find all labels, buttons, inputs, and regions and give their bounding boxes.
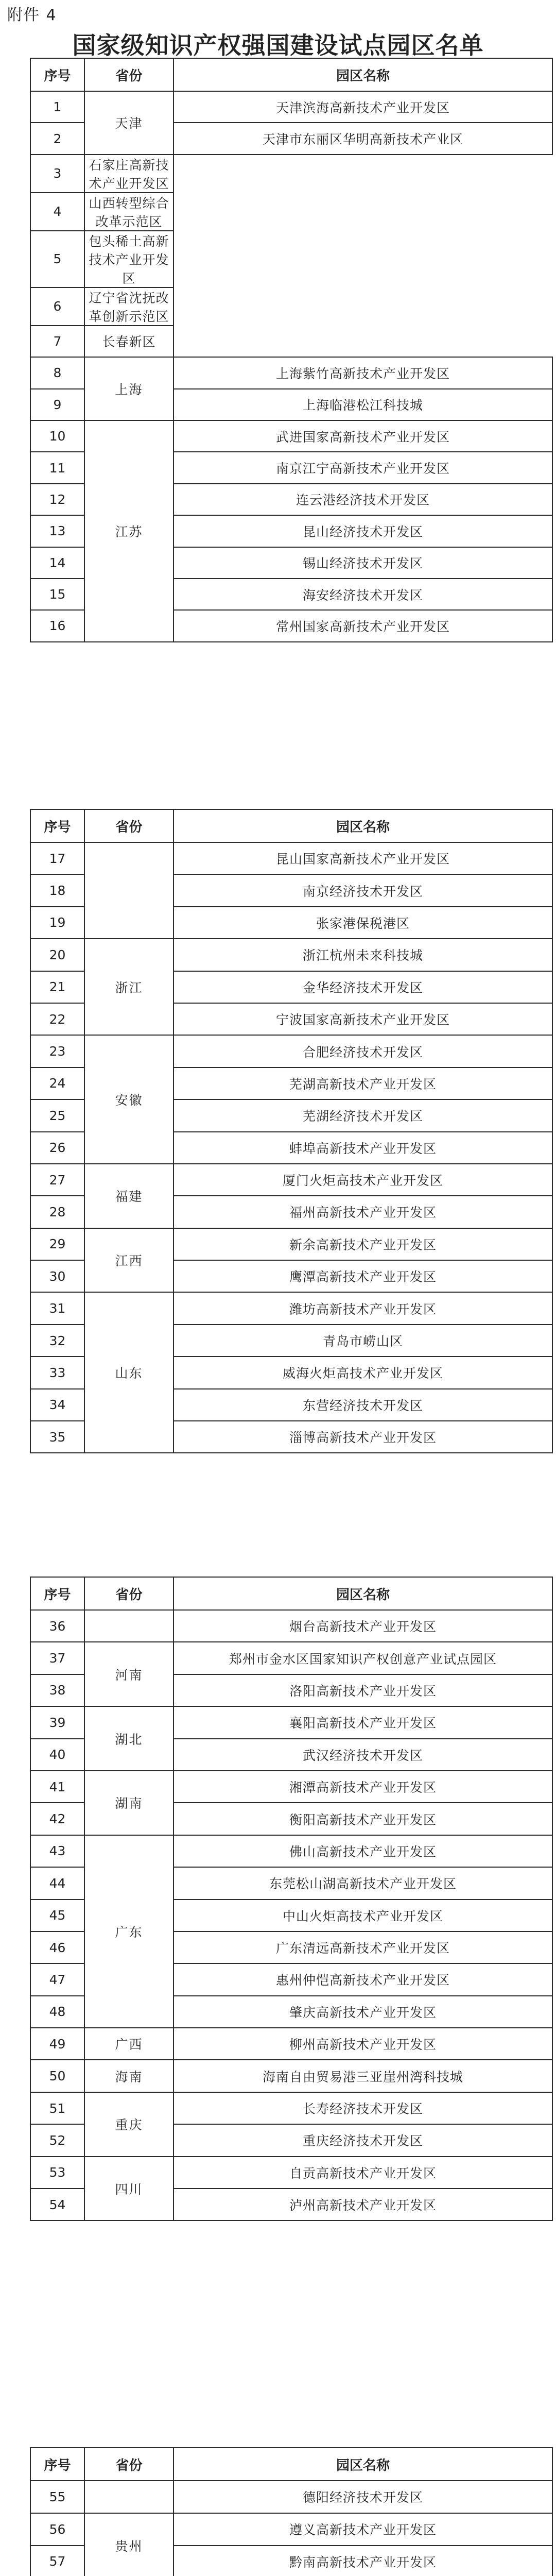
province-cell: 上海 (84, 357, 173, 420)
park-name: 黔南高新技术产业开发区 (173, 2546, 552, 2576)
table-row (30, 2060, 552, 2092)
row-number: 21 (30, 971, 84, 1003)
table-row (30, 326, 552, 357)
province-cell: 四川 (84, 2157, 173, 2221)
row-number: 51 (30, 2092, 84, 2124)
park-name: 宁波国家高新技术产业开发区 (173, 1003, 552, 1035)
table-row (30, 2028, 552, 2060)
header-park: 园区名称 (173, 809, 552, 842)
province-cell: 福建 (84, 1164, 173, 1228)
row-number: 46 (30, 1931, 84, 1963)
park-name: 洛阳高新技术产业开发区 (173, 1674, 552, 1706)
park-name: 芜湖经济技术开发区 (173, 1099, 552, 1131)
province-cell: 江苏 (84, 420, 173, 642)
row-number: 20 (30, 939, 84, 971)
park-name: 新余高新技术产业开发区 (173, 1228, 552, 1260)
park-name: 自贡高新技术产业开发区 (173, 2157, 552, 2189)
row-number: 7 (30, 326, 84, 357)
park-name: 柳州高新技术产业开发区 (173, 2028, 552, 2060)
park-name: 威海火炬高技术产业开发区 (173, 1357, 552, 1388)
park-name: 福州高新技术产业开发区 (173, 1196, 552, 1228)
park-name: 惠州仲恺高新技术产业开发区 (173, 1963, 552, 1995)
header-park: 园区名称 (173, 1577, 552, 1610)
park-name: 金华经济技术开发区 (173, 971, 552, 1003)
page-title: 国家级知识产权强国建设试点园区名单 (72, 31, 484, 59)
row-number: 13 (30, 515, 84, 547)
province-cell: 重庆 (84, 2092, 173, 2157)
park-name: 辽宁省沈抚改革创新示范区 (84, 287, 173, 326)
table-header-row (30, 58, 552, 91)
park-name: 长寿经济技术开发区 (173, 2092, 552, 2124)
park-name: 石家庄高新技术产业开发区 (84, 155, 173, 193)
row-number: 19 (30, 907, 84, 939)
row-number: 32 (30, 1325, 84, 1357)
row-number: 12 (30, 484, 84, 515)
row-number: 44 (30, 1867, 84, 1899)
park-name: 潍坊高新技术产业开发区 (173, 1292, 552, 1324)
row-number: 48 (30, 1996, 84, 2028)
province-cell: 海南 (84, 2060, 173, 2092)
table-row (30, 1164, 552, 1196)
row-number: 45 (30, 1900, 84, 1931)
row-number: 15 (30, 579, 84, 610)
park-name: 青岛市崂山区 (173, 1325, 552, 1357)
province-cell: 湖北 (84, 1706, 173, 1771)
park-name: 南京江宁高新技术产业开发区 (173, 452, 552, 483)
park-name: 上海临港松江科技城 (173, 389, 552, 420)
header-no: 序号 (30, 809, 84, 842)
table-row (30, 287, 552, 326)
row-number: 54 (30, 2189, 84, 2221)
row-number: 16 (30, 610, 84, 641)
row-number: 50 (30, 2060, 84, 2092)
header-no: 序号 (30, 2448, 84, 2481)
park-table (30, 58, 553, 642)
park-table (30, 2447, 553, 2576)
row-number: 43 (30, 1835, 84, 1867)
table-row (30, 193, 552, 231)
table-row (30, 91, 552, 123)
row-number: 26 (30, 1132, 84, 1164)
row-number: 3 (30, 155, 84, 193)
table-row (30, 420, 552, 452)
header-province: 省份 (84, 1577, 173, 1610)
row-number: 42 (30, 1803, 84, 1835)
park-name: 烟台高新技术产业开发区 (173, 1610, 552, 1642)
row-number: 2 (30, 123, 84, 154)
row-number: 14 (30, 547, 84, 579)
park-name: 襄阳高新技术产业开发区 (173, 1706, 552, 1738)
row-number: 4 (30, 193, 84, 231)
park-name: 重庆经济技术开发区 (173, 2124, 552, 2156)
row-number: 22 (30, 1003, 84, 1035)
park-name: 山西转型综合改革示范区 (84, 193, 173, 231)
park-name: 东营经济技术开发区 (173, 1389, 552, 1421)
park-name: 天津市东丽区华明高新技术产业区 (173, 123, 552, 154)
row-number: 9 (30, 389, 84, 420)
province-cell (84, 2481, 173, 2513)
park-name: 衡阳高新技术产业开发区 (173, 1803, 552, 1835)
province-cell (84, 1610, 173, 1642)
table-row (30, 1228, 552, 1260)
table-row (30, 1035, 552, 1067)
table-row (30, 1771, 552, 1803)
row-number: 25 (30, 1099, 84, 1131)
row-number: 47 (30, 1963, 84, 1995)
table-row (30, 2092, 552, 2124)
park-name: 东莞松山湖高新技术产业开发区 (173, 1867, 552, 1899)
park-name: 肇庆高新技术产业开发区 (173, 1996, 552, 2028)
row-number: 1 (30, 91, 84, 123)
row-number: 55 (30, 2481, 84, 2513)
row-number: 30 (30, 1260, 84, 1292)
row-number: 56 (30, 2513, 84, 2546)
park-name: 昆山国家高新技术产业开发区 (173, 842, 552, 874)
park-name: 中山火炬高技术产业开发区 (173, 1900, 552, 1931)
row-number: 36 (30, 1610, 84, 1642)
row-number: 10 (30, 420, 84, 452)
province-cell: 安徽 (84, 1035, 173, 1164)
park-name: 湘潭高新技术产业开发区 (173, 1771, 552, 1803)
table-row (30, 1292, 552, 1324)
park-name: 德阳经济技术开发区 (173, 2481, 552, 2513)
header-province: 省份 (84, 809, 173, 842)
row-number: 37 (30, 1642, 84, 1674)
row-number: 52 (30, 2124, 84, 2156)
row-number: 34 (30, 1389, 84, 1421)
park-name: 南京经济技术开发区 (173, 874, 552, 906)
park-table (30, 809, 553, 1453)
row-number: 23 (30, 1035, 84, 1067)
province-cell: 广西 (84, 2028, 173, 2060)
park-name: 鹰潭高新技术产业开发区 (173, 1260, 552, 1292)
park-name: 武汉经济技术开发区 (173, 1739, 552, 1771)
row-number: 24 (30, 1067, 84, 1099)
row-number: 35 (30, 1421, 84, 1453)
header-park: 园区名称 (173, 2448, 552, 2481)
attachment-label: 附件 4 (7, 6, 57, 24)
province-cell: 河南 (84, 1642, 173, 1706)
park-name: 芜湖高新技术产业开发区 (173, 1067, 552, 1099)
park-name: 长春新区 (84, 326, 173, 357)
table-row (30, 2513, 552, 2546)
table-row (30, 1642, 552, 1674)
park-name: 昆山经济技术开发区 (173, 515, 552, 547)
header-no: 序号 (30, 58, 84, 91)
park-name: 常州国家高新技术产业开发区 (173, 610, 552, 641)
row-number: 31 (30, 1292, 84, 1324)
park-table (30, 1577, 553, 2221)
row-number: 17 (30, 842, 84, 874)
park-name: 天津滨海高新技术产业开发区 (173, 91, 552, 123)
row-number: 38 (30, 1674, 84, 1706)
row-number: 18 (30, 874, 84, 906)
park-name: 郑州市金水区国家知识产权创意产业试点园区 (173, 1642, 552, 1674)
row-number: 11 (30, 452, 84, 483)
park-name: 海南自由贸易港三亚崖州湾科技城 (173, 2060, 552, 2092)
row-number: 57 (30, 2546, 84, 2576)
table-header-row (30, 809, 552, 842)
table-row (30, 1835, 552, 1867)
table-row (30, 842, 552, 874)
table-row (30, 357, 552, 388)
row-number: 49 (30, 2028, 84, 2060)
table-header-row (30, 2448, 552, 2481)
park-name: 佛山高新技术产业开发区 (173, 1835, 552, 1867)
park-name: 锡山经济技术开发区 (173, 547, 552, 579)
header-no: 序号 (30, 1577, 84, 1610)
header-province: 省份 (84, 2448, 173, 2481)
province-cell: 贵州 (84, 2513, 173, 2576)
park-name: 连云港经济技术开发区 (173, 484, 552, 515)
province-cell (84, 842, 173, 939)
table-row (30, 231, 552, 287)
header-province: 省份 (84, 58, 173, 91)
province-cell: 江西 (84, 1228, 173, 1293)
row-number: 8 (30, 357, 84, 388)
row-number: 40 (30, 1739, 84, 1771)
park-name: 张家港保税港区 (173, 907, 552, 939)
park-name: 泸州高新技术产业开发区 (173, 2189, 552, 2221)
province-cell: 广东 (84, 1835, 173, 2028)
park-name: 海安经济技术开发区 (173, 579, 552, 610)
row-number: 39 (30, 1706, 84, 1738)
table-row (30, 2157, 552, 2189)
row-number: 41 (30, 1771, 84, 1803)
park-name: 蚌埠高新技术产业开发区 (173, 1132, 552, 1164)
park-name: 武进国家高新技术产业开发区 (173, 420, 552, 452)
park-name: 广东清远高新技术产业开发区 (173, 1931, 552, 1963)
province-cell: 湖南 (84, 1771, 173, 1835)
province-cell: 浙江 (84, 939, 173, 1035)
park-name: 浙江杭州未来科技城 (173, 939, 552, 971)
table-row (30, 939, 552, 971)
table-row (30, 1706, 552, 1738)
park-name: 包头稀土高新技术产业开发区 (84, 231, 173, 287)
park-name: 淄博高新技术产业开发区 (173, 1421, 552, 1453)
table-row (30, 155, 552, 193)
row-number: 33 (30, 1357, 84, 1388)
province-cell: 天津 (84, 91, 173, 155)
row-number: 27 (30, 1164, 84, 1196)
park-name: 遵义高新技术产业开发区 (173, 2513, 552, 2546)
park-name: 合肥经济技术开发区 (173, 1035, 552, 1067)
row-number: 6 (30, 287, 84, 326)
header-park: 园区名称 (173, 58, 552, 91)
province-cell: 山东 (84, 1292, 173, 1453)
park-name: 上海紫竹高新技术产业开发区 (173, 357, 552, 388)
row-number: 28 (30, 1196, 84, 1228)
table-row (30, 1610, 552, 1642)
table-row (30, 2481, 552, 2513)
row-number: 5 (30, 231, 84, 287)
table-header-row (30, 1577, 552, 1610)
row-number: 53 (30, 2157, 84, 2189)
row-number: 29 (30, 1228, 84, 1260)
park-name: 厦门火炬高技术产业开发区 (173, 1164, 552, 1196)
